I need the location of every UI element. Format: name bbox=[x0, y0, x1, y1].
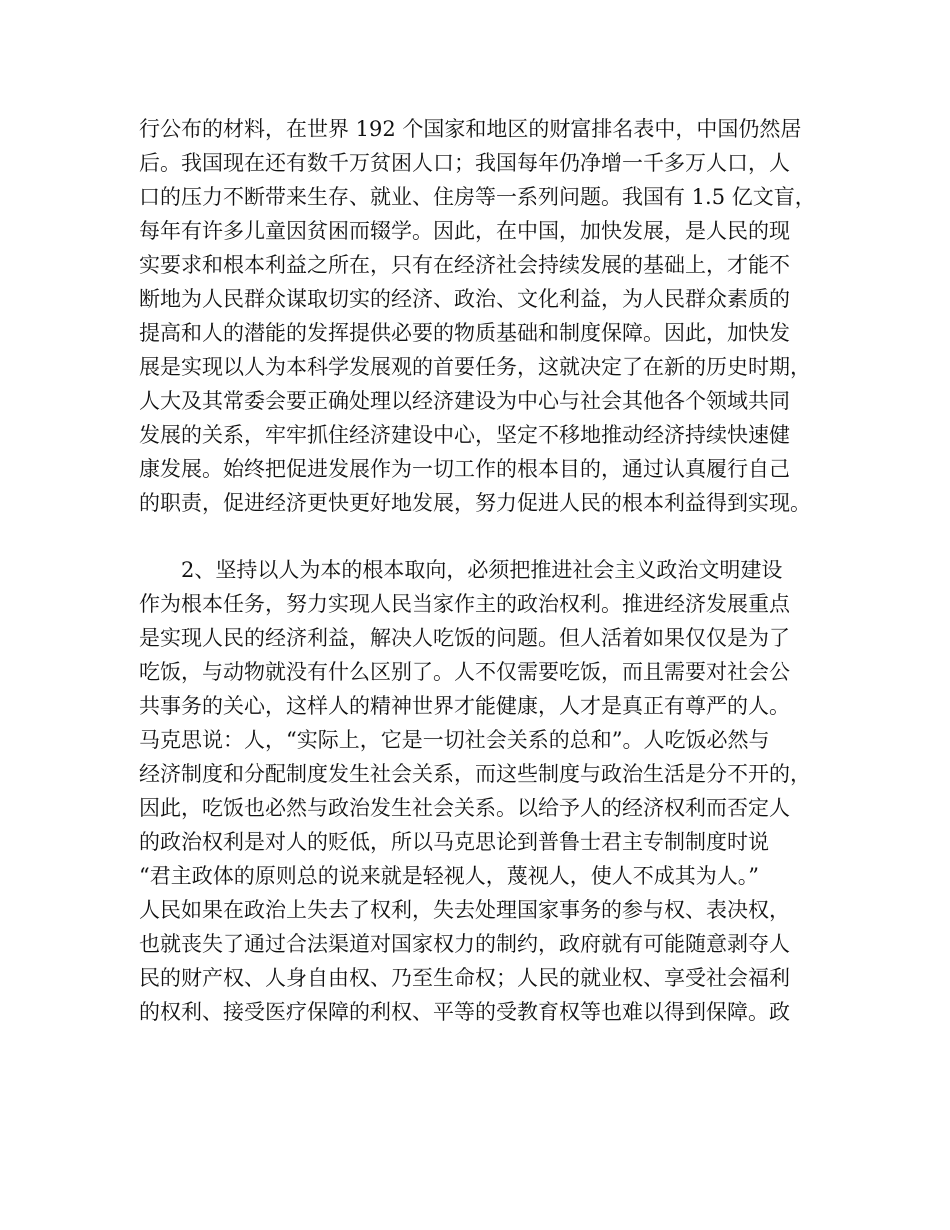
text-line: 口的压力不断带来生存、就业、住房等一系列问题。我国有 1.5 亿文盲， bbox=[139, 185, 816, 209]
text-line: 人大及其常委会要正确处理以经济建设为中心与社会其他各个领域共同 bbox=[139, 389, 790, 413]
text-line: 断地为人民群众谋取切实的经济、政治、文化利益，为人民群众素质的 bbox=[139, 287, 790, 311]
text-line: 行公布的材料，在世界 192 个国家和地区的财富排名表中，中国仍然居 bbox=[139, 117, 802, 141]
document-body bbox=[139, 112, 839, 1029]
text-line: 马克思说：人，“实际上，它是一切社会关系的总和”。人吃饭必然与 bbox=[139, 728, 770, 752]
text-line: 共事务的关心，这样人的精神世界才能健康，人才是真正有尊严的人。 bbox=[139, 694, 790, 718]
text-line: 2、坚持以人为本的根本取向，必须把推进社会主义政治文明建设 bbox=[181, 558, 783, 582]
text-line: 的政治权利是对人的贬低，所以马克思论到普鲁士君主专制制度时说 bbox=[139, 830, 769, 854]
text-line: 作为根本任务，努力实现人民当家作主的政治权利。推进经济发展重点 bbox=[139, 592, 790, 616]
paragraph-gap bbox=[139, 520, 839, 553]
text-line: 是实现人民的经济利益，解决人吃饭的问题。但人活着如果仅仅是为了 bbox=[139, 626, 790, 650]
text-line: 每年有许多儿童因贫困而辍学。因此，在中国，加快发展，是人民的现 bbox=[139, 219, 790, 243]
text-line: 民的财产权、人身自由权、乃至生命权；人民的就业权、享受社会福利 bbox=[139, 966, 790, 990]
text-line: 人民如果在政治上失去了权利，失去处理国家事务的参与权、表决权， bbox=[139, 898, 790, 922]
text-line: 的职责，促进经济更快更好地发展，努力促进人民的根本利益得到实现。 bbox=[139, 491, 811, 515]
text-line: “君主政体的原则总的说来就是轻视人，蔑视人，使人不成其为人。” bbox=[139, 864, 759, 888]
text-line: 吃饭，与动物就没有什么区别了。人不仅需要吃饭，而且需要对社会公 bbox=[139, 660, 790, 684]
text-line: 也就丧失了通过合法渠道对国家权力的制约，政府就有可能随意剥夺人 bbox=[139, 932, 790, 956]
text-line: 因此，吃饭也必然与政治发生社会关系。以给予人的经济权利而否定人 bbox=[139, 796, 790, 820]
text-line: 后。我国现在还有数千万贫困人口；我国每年仍净增一千多万人口，人 bbox=[139, 151, 790, 175]
text-line: 发展的关系，牢牢抓住经济建设中心，坚定不移地推动经济持续快速健 bbox=[139, 423, 790, 447]
paragraph-2 bbox=[139, 553, 839, 1029]
paragraph-1 bbox=[139, 112, 839, 520]
text-line: 经济制度和分配制度发生社会关系，而这些制度与政治生活是分不开的， bbox=[139, 762, 811, 786]
text-line: 实要求和根本利益之所在，只有在经济社会持续发展的基础上，才能不 bbox=[139, 253, 790, 277]
text-line: 的权利、接受医疗保障的利权、平等的受教育权等也难以得到保障。政 bbox=[139, 1000, 790, 1024]
text-line: 展是实现以人为本科学发展观的首要任务，这就决定了在新的历史时期， bbox=[139, 355, 811, 379]
text-line: 康发展。始终把促进发展作为一切工作的根本目的，通过认真履行自己 bbox=[139, 457, 790, 481]
text-line: 提高和人的潜能的发挥提供必要的物质基础和制度保障。因此，加快发 bbox=[139, 321, 790, 345]
